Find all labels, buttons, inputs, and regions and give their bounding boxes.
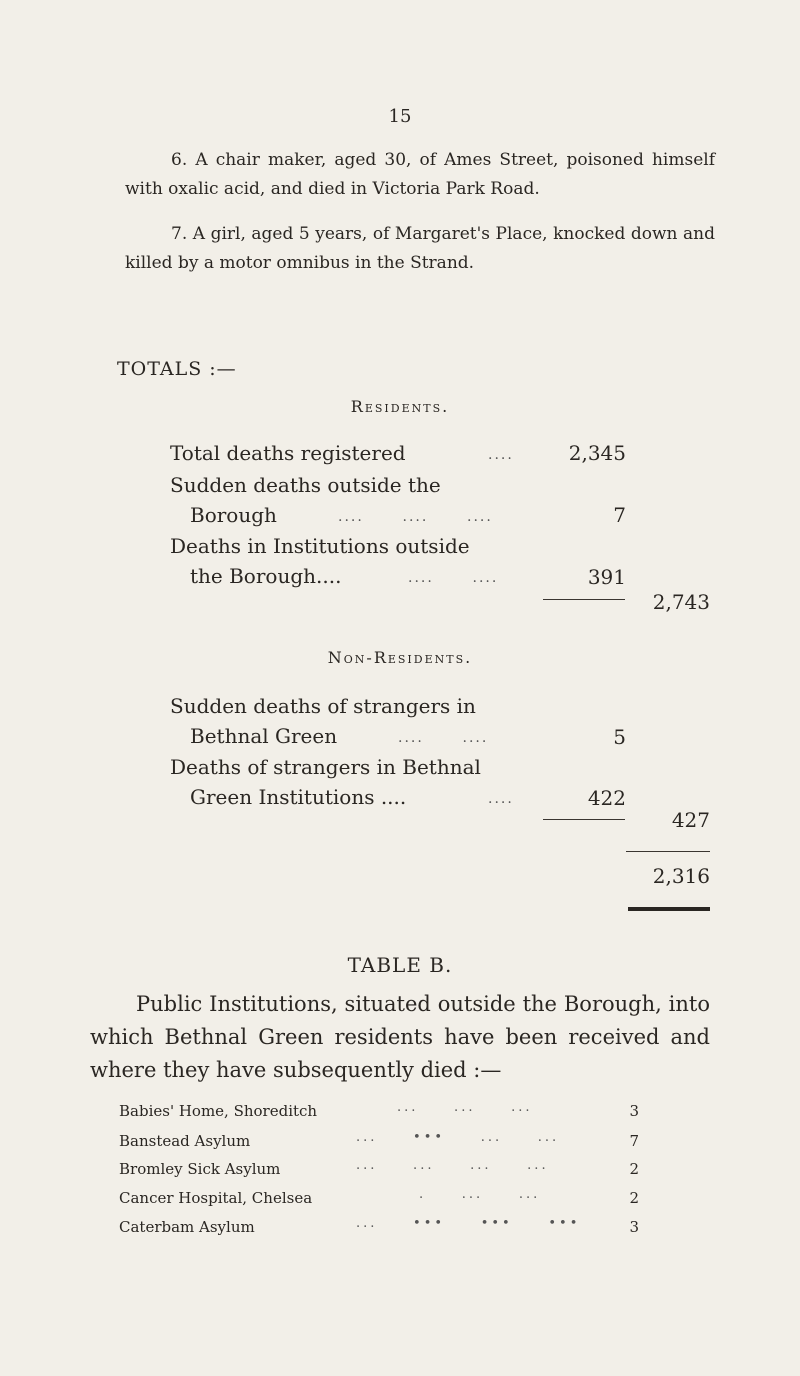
leader-dots: .... .... <box>408 570 499 586</box>
row-label-line1: Deaths of strangers in Bethnal <box>170 755 481 779</box>
death-count: 2 <box>629 1189 639 1207</box>
leader-dots: . ... ... <box>419 1187 541 1202</box>
death-count: 7 <box>629 1132 639 1150</box>
table-row <box>119 1102 639 1126</box>
non-residents-heading: Non-Residents. <box>327 648 473 667</box>
non-residents-subtotal-rule <box>543 819 625 820</box>
row-label: Total deaths registered <box>170 441 406 465</box>
residents-row-total-deaths <box>170 438 540 468</box>
leader-dots: ... ••• ••• ••• <box>356 1216 581 1231</box>
residents-value-sudden-deaths: 7 <box>613 503 626 527</box>
note-item-6: 6. A chair maker, aged 30, of Ames Street, poisoned himself with oxalic acid, and died in Victoria Park Road. <box>125 150 715 199</box>
residents-value-institutions: 391 <box>587 565 626 589</box>
residents-row-institutions <box>170 531 540 591</box>
non-residents-row-institutions <box>170 752 540 812</box>
leader-dots: ... ••• ... ... <box>356 1130 560 1145</box>
leader-dots: .... .... .... <box>338 509 493 525</box>
leader-dots: ... ... ... ... <box>356 1158 549 1173</box>
institution-name: Banstead Asylum <box>119 1132 251 1150</box>
non-residents-row-sudden <box>170 691 540 751</box>
grand-total: 2,316 <box>652 864 710 888</box>
table-row <box>119 1218 639 1242</box>
row-label-line1: Deaths in Institutions outside <box>170 534 470 558</box>
residents-value-total-deaths: 2,345 <box>568 441 626 465</box>
institution-name: Babies' Home, Shoreditch <box>119 1102 318 1120</box>
row-label-line2: Green Institutions .... <box>190 785 407 809</box>
non-residents-value-sudden: 5 <box>613 725 626 749</box>
row-label-line1: Sudden deaths of strangers in <box>170 694 476 718</box>
table-row <box>119 1189 639 1213</box>
row-label-line2: Bethnal Green <box>190 724 338 748</box>
residents-heading: Residents. <box>350 397 450 416</box>
death-count: 3 <box>629 1102 639 1120</box>
institution-name: Bromley Sick Asylum <box>119 1160 281 1178</box>
non-residents-value-institutions: 422 <box>587 786 626 810</box>
row-label-line1: Sudden deaths outside the <box>170 473 441 497</box>
table-b-intro: Public Institutions, situated outside the Borough, into which Bethnal Green residents have been received and where they have subsequently died :— <box>90 992 710 1082</box>
grand-total-rule <box>626 851 710 852</box>
totals-heading: TOTALS :— <box>117 358 237 380</box>
leader-dots: .... <box>488 447 514 463</box>
leader-dots: ... ... ... <box>397 1100 533 1115</box>
death-count: 3 <box>629 1218 639 1236</box>
row-label-line2: Borough <box>190 503 277 527</box>
death-count: 2 <box>629 1160 639 1178</box>
row-label-line2: the Borough.... <box>190 564 342 588</box>
residents-subtotal: 2,743 <box>652 590 710 614</box>
table-row <box>119 1160 639 1184</box>
residents-row-sudden-deaths <box>170 470 540 530</box>
grand-total-double-rule <box>628 907 710 911</box>
table-row <box>119 1132 639 1156</box>
leader-dots: .... <box>488 791 514 807</box>
table-b-title: TABLE B. <box>347 953 453 977</box>
institution-name: Cancer Hospital, Chelsea <box>119 1189 313 1207</box>
page-number: 15 <box>388 106 412 127</box>
note-item-7: 7. A girl, aged 5 years, of Margaret's Place, knocked down and killed by a motor omnibus in the Strand. <box>125 224 715 273</box>
institution-name: Caterbam Asylum <box>119 1218 255 1236</box>
residents-subtotal-rule <box>543 599 625 600</box>
leader-dots: .... .... <box>398 730 489 746</box>
non-residents-subtotal: 427 <box>671 808 710 832</box>
